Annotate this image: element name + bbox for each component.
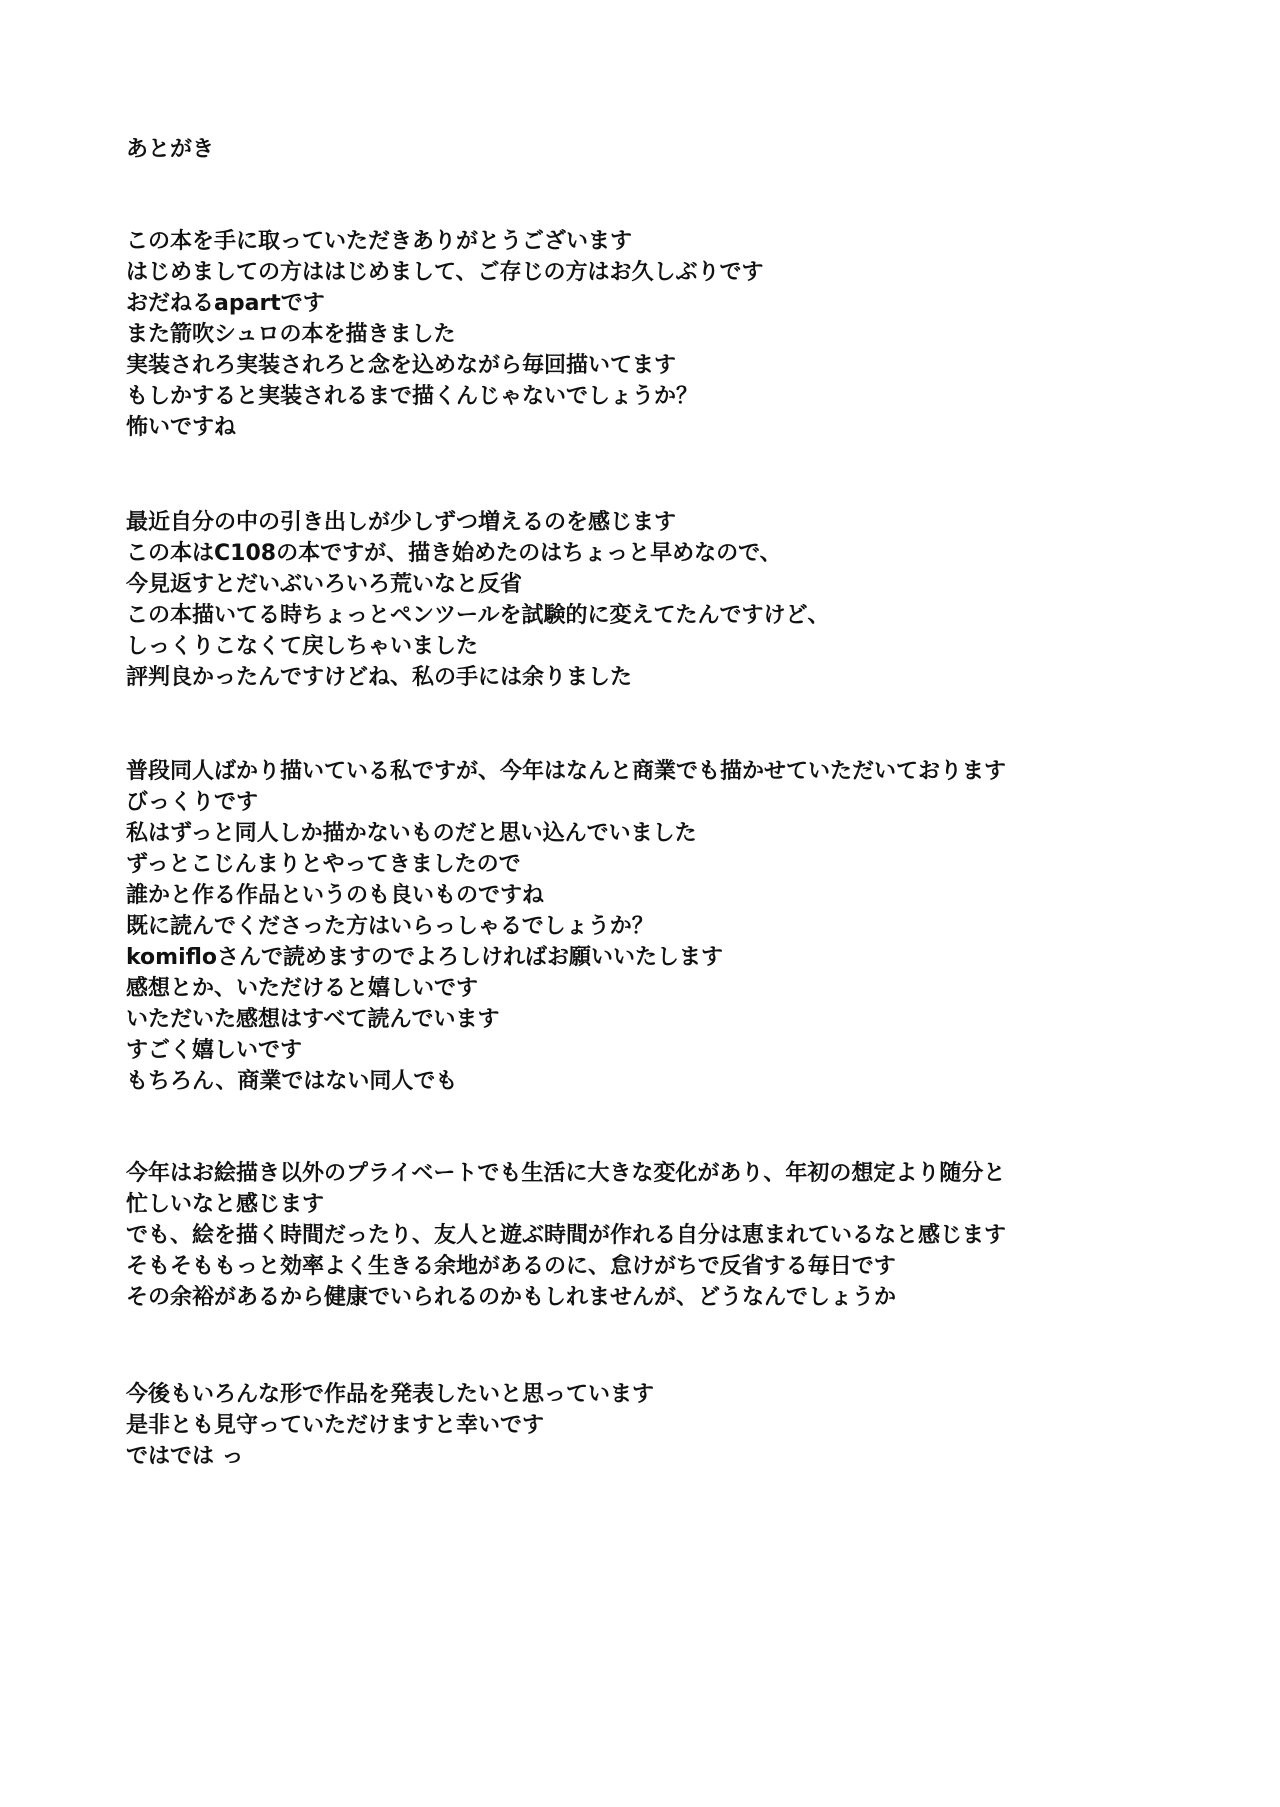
text-line: 誰かと作る作品というのも良いものですね: [126, 883, 545, 908]
text-line: でも、絵を描く時間だったり、友人と遊ぶ時間が作れる自分は恵まれているなと感じます: [126, 1223, 1007, 1248]
text-line: はじめましての方ははじめまして、ご存じの方はお久しぶりです: [126, 260, 764, 285]
text-line: 既に読んでくださった方はいらっしゃるでしょうか？: [126, 914, 654, 939]
text-line: ずっとこじんまりとやってきましたので: [126, 852, 521, 877]
text-line: 普段同人ばかり描いている私ですが、今年はなんと商業でも描かせていただいております: [126, 759, 1007, 784]
text-line: 最近自分の中の引き出しが少しずつ増えるのを感じます: [126, 510, 677, 535]
paragraph-1: [126, 226, 764, 443]
text-line: おだねるapartです: [126, 291, 325, 316]
text-line: 怖いですね: [126, 415, 237, 440]
text-line: もちろん、商業ではない同人でも: [126, 1069, 458, 1094]
paragraph-5: [126, 1379, 654, 1472]
text-line: しっくりこなくて戻しちゃいました: [126, 634, 479, 659]
text-line: そもそももっと効率よく生きる余地があるのに、怠けがちで反省する毎日です: [126, 1254, 896, 1279]
text-line: もしかすると実装されるまで描くんじゃないでしょうか？: [126, 384, 699, 409]
paragraph-4: [126, 1158, 1006, 1313]
text-line: この本を手に取っていただきありがとうございます: [126, 229, 633, 254]
text-line: 実装されろ実装されろと念を込めながら毎回描いてます: [126, 353, 677, 378]
text-line: びっくりです: [126, 790, 259, 815]
text-line: また箭吹シュロの本を描きました: [126, 322, 456, 347]
paragraph-3: [126, 756, 1006, 1097]
text-line: 忙しいなと感じます: [126, 1192, 325, 1217]
paragraph-2: [126, 507, 830, 693]
page-title: あとがき: [126, 137, 215, 162]
text-line: 評判良かったんですけどね、私の手には余りました: [126, 665, 633, 690]
text-line: 今後もいろんな形で作品を発表したいと思っています: [126, 1382, 655, 1407]
text-line: いただいた感想はすべて読んでいます: [126, 1007, 500, 1032]
text-line: この本はC108の本ですが、描き始めたのはちょっと早めなので、: [126, 541, 782, 566]
text-line: 感想とか、いただけると嬉しいです: [126, 976, 479, 1001]
text-line: その余裕があるから健康でいられるのかもしれませんが、どうなんでしょうか: [126, 1285, 897, 1310]
text-line: ではでは っ: [126, 1444, 244, 1469]
text-line: この本描いてる時ちょっとペンツールを試験的に変えてたんですけど、: [126, 603, 830, 628]
text-line: komifloさんで読めますのでよろしければお願いいたします: [126, 945, 724, 970]
text-line: 今年はお絵描き以外のプライベートでも生活に大きな変化があり、年初の想定より随分と: [126, 1161, 1006, 1186]
text-line: 私はずっと同人しか描かないものだと思い込んでいました: [126, 821, 697, 846]
text-line: すごく嬉しいです: [126, 1038, 303, 1063]
text-line: 是非とも見守っていただけますと幸いです: [126, 1413, 545, 1438]
text-line: 今見返すとだいぶいろいろ荒いなと反省: [126, 572, 523, 597]
